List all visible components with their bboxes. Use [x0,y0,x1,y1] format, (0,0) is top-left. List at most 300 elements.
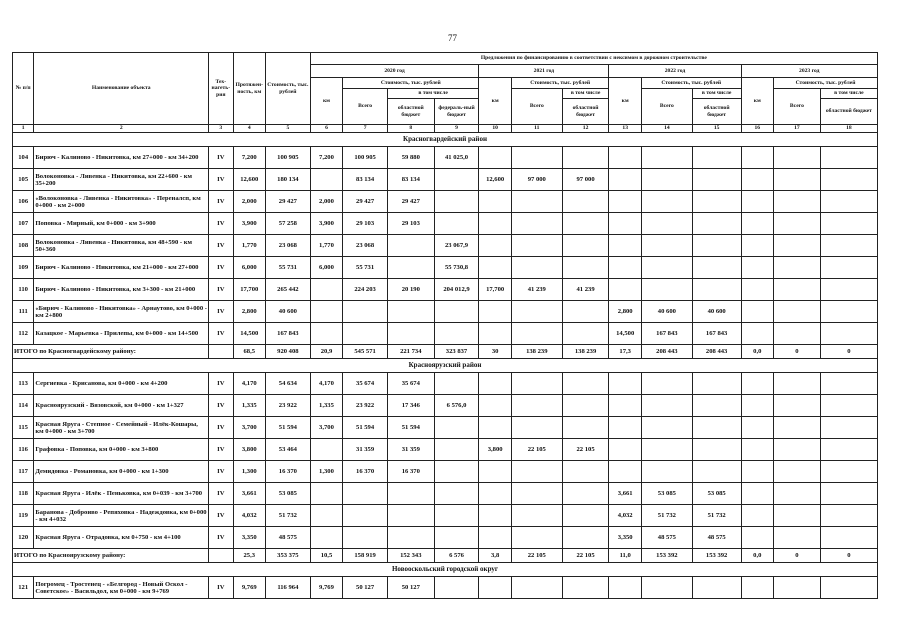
table-cell: 7,200 [310,147,343,169]
table-cell [820,323,877,345]
table-cell [511,505,562,527]
header-cost-2020: Стоимость, тыс. рублей [343,78,479,89]
table-cell [609,257,642,279]
column-index-cell: 17 [774,125,821,133]
total-cell: 17,3 [609,345,642,359]
table-cell: 50 127 [387,577,434,599]
header-km-2023: км [741,78,774,125]
table-cell: 23 068 [343,235,388,257]
table-cell: 14,500 [609,323,642,345]
table-row [13,527,878,549]
row-number: 117 [13,461,34,483]
table-cell [511,301,562,323]
table-cell [820,213,877,235]
column-index-cell: 2 [34,125,209,133]
table-cell [820,257,877,279]
header-tech: Тех-нагеть-рия [209,53,233,125]
table-cell [562,235,609,257]
table-cell: 54 634 [266,373,311,395]
table-cell [692,577,741,599]
table-cell: 2,000 [233,191,266,213]
table-cell [562,505,609,527]
table-cell: 4,170 [233,373,266,395]
table-cell [343,505,388,527]
table-cell: 4,170 [310,373,343,395]
table-row [13,417,878,439]
table-cell [820,279,877,301]
table-cell [434,213,479,235]
table-cell: IV [209,279,233,301]
total-label: ИТОГО по Красноярузскому району: [13,549,209,563]
table-cell [479,147,512,169]
table-cell [609,169,642,191]
table-cell [434,577,479,599]
table-cell: 16 370 [343,461,388,483]
table-cell: IV [209,373,233,395]
table-cell: 53 464 [266,439,311,461]
total-cell: 920 408 [266,345,311,359]
table-cell: 51 732 [266,505,311,527]
table-cell [820,147,877,169]
table-cell [641,417,692,439]
table-cell: 97 000 [562,169,609,191]
table-cell [741,169,774,191]
table-cell: 6,000 [233,257,266,279]
table-cell [434,323,479,345]
header-length: Протяжен-ность, км [233,53,266,125]
table-cell [434,301,479,323]
table-cell: 22 105 [562,439,609,461]
table-cell [774,301,821,323]
table-cell [774,323,821,345]
table-cell [774,577,821,599]
table-cell: 51 594 [343,417,388,439]
header-incl-2023: в том числе [820,89,877,99]
table-cell: 17,700 [479,279,512,301]
table-cell: 29 427 [387,191,434,213]
table-cell [692,169,741,191]
table-row [13,461,878,483]
table-cell: 4,032 [609,505,642,527]
column-index-cell: 7 [343,125,388,133]
table-cell: 29 427 [266,191,311,213]
table-cell [741,213,774,235]
row-number: 112 [13,323,34,345]
table-cell [609,235,642,257]
header-km-2022: км [609,78,642,125]
table-cell [511,235,562,257]
header-year-2023: 2023 год [741,65,877,78]
table-cell: 55 731 [343,257,388,279]
total-cell: 323 837 [434,345,479,359]
table-cell: 167 843 [266,323,311,345]
row-number: 110 [13,279,34,301]
table-cell: 14,500 [233,323,266,345]
table-cell [387,527,434,549]
row-number: 111 [13,301,34,323]
table-cell [387,483,434,505]
table-cell: 3,661 [233,483,266,505]
column-index-cell: 8 [387,125,434,133]
table-cell [774,169,821,191]
object-name: Волоконовка - Ливенка - Никитовка, км 22+600 - км 35+200 [34,169,209,191]
table-cell: IV [209,257,233,279]
table-cell [609,279,642,301]
table-cell [741,147,774,169]
table-cell [310,439,343,461]
table-cell [641,439,692,461]
table-cell: IV [209,147,233,169]
row-number: 116 [13,439,34,461]
table-cell [479,323,512,345]
table-cell: 16 370 [266,461,311,483]
table-cell [741,235,774,257]
object-name: Красная Яруга - Степное - Семейный - Илёк-Кошары, км 0+000 - км 3+700 [34,417,209,439]
table-cell [774,279,821,301]
total-cell: 153 392 [641,549,692,563]
table-cell [820,439,877,461]
row-number: 119 [13,505,34,527]
table-cell: 29 427 [343,191,388,213]
table-cell [387,257,434,279]
table-cell [820,169,877,191]
header-cost-2021: Стоимость, тыс. рублей [511,78,609,89]
column-index-cell: 9 [434,125,479,133]
table-cell: 224 203 [343,279,388,301]
table-cell: IV [209,577,233,599]
total-cell: 138 239 [511,345,562,359]
table-cell [479,191,512,213]
table-cell: 50 127 [343,577,388,599]
table-cell: 55 730,8 [434,257,479,279]
table-row [13,279,878,301]
table-cell: 3,800 [233,439,266,461]
table-cell [820,417,877,439]
table-cell [479,527,512,549]
table-cell [343,323,388,345]
table-cell: 51 594 [387,417,434,439]
table-cell: 3,800 [479,439,512,461]
row-number: 121 [13,577,34,599]
column-index-cell: 13 [609,125,642,133]
table-cell [692,191,741,213]
table-cell: 1,770 [310,235,343,257]
table-row [13,577,878,599]
table-cell [609,395,642,417]
header-no: № п/п [13,53,34,125]
table-cell [562,417,609,439]
column-index-cell: 3 [209,125,233,133]
table-cell [774,527,821,549]
table-cell [820,235,877,257]
table-cell [511,373,562,395]
header-total-2022: Всего [641,89,692,125]
table-cell: 23 068 [266,235,311,257]
table-cell: 4,032 [233,505,266,527]
table-cell [641,577,692,599]
total-cell: 3,8 [479,549,512,563]
table-cell [820,483,877,505]
table-cell: 1,335 [233,395,266,417]
table-row [13,191,878,213]
table-cell: 180 134 [266,169,311,191]
total-cell: 22 105 [511,549,562,563]
total-cell: 221 734 [387,345,434,359]
table-cell [479,505,512,527]
table-row [13,505,878,527]
table-cell [692,235,741,257]
row-number: 120 [13,527,34,549]
table-cell [641,147,692,169]
total-cell: 208 443 [692,345,741,359]
table-row [13,395,878,417]
table-cell [511,577,562,599]
table-cell [562,527,609,549]
table-row [13,483,878,505]
total-cell: 0 [774,345,821,359]
table-cell [562,461,609,483]
column-index-cell: 12 [562,125,609,133]
table-cell: 51 732 [641,505,692,527]
table-cell [609,417,642,439]
total-cell: 0 [774,549,821,563]
table-cell: IV [209,439,233,461]
table-cell: 265 442 [266,279,311,301]
table-cell [741,373,774,395]
table-cell [562,483,609,505]
table-cell: IV [209,461,233,483]
table-cell [310,527,343,549]
table-cell [562,147,609,169]
row-number: 108 [13,235,34,257]
header-year-2020: 2020 год [310,65,479,78]
table-cell [511,395,562,417]
object-name: Волоконовка - Ливенка - Никитовка, км 48+590 - км 50+360 [34,235,209,257]
row-number: 104 [13,147,34,169]
table-cell: 100 905 [343,147,388,169]
page-number: 77 [448,33,457,43]
table-cell: 1,300 [233,461,266,483]
table-cell [774,505,821,527]
table-cell: 31 359 [387,439,434,461]
table-cell: 167 843 [641,323,692,345]
total-cell: 152 343 [387,549,434,563]
table-cell [511,461,562,483]
total-cell: 153 392 [692,549,741,563]
table-cell [741,417,774,439]
header-year-2022: 2022 год [609,65,741,78]
table-cell [641,213,692,235]
table-cell [511,213,562,235]
object-name: Поповка - Мирный, км 0+000 - км 3+900 [34,213,209,235]
table-cell [692,439,741,461]
table-cell [741,461,774,483]
table-cell: 1,770 [233,235,266,257]
table-cell: 41 025,0 [434,147,479,169]
table-cell [562,373,609,395]
table-cell [741,505,774,527]
object-name: «Волоконовка - Ливенка - Никитовка» - Переналсп, км 0+000 - км 2+000 [34,191,209,213]
table-cell: 3,900 [310,213,343,235]
table-cell [310,279,343,301]
total-cell: 30 [479,345,512,359]
table-cell: 23 922 [343,395,388,417]
table-cell: IV [209,213,233,235]
total-label: ИТОГО по Красногвардейскому району: [13,345,209,359]
header-group-title: Предложения по финансированию в соответствии с нексимом в дорожном строительстве [310,53,877,65]
total-cell: 0 [820,345,877,359]
table-cell: IV [209,323,233,345]
table-cell [692,147,741,169]
column-index-cell: 10 [479,125,512,133]
section-header-row [13,359,878,373]
table-cell: 40 600 [692,301,741,323]
table-cell [387,235,434,257]
object-name: Красная Яруга - Отрадовка, км 0+750 - км 4+100 [34,527,209,549]
table-cell [774,213,821,235]
table-cell [641,279,692,301]
table-cell [692,373,741,395]
total-cell: 10,5 [310,549,343,563]
table-cell: 53 085 [692,483,741,505]
total-cell: 68,5 [233,345,266,359]
object-name: Демидовка - Романовка, км 0+000 - км 1+300 [34,461,209,483]
table-cell [511,527,562,549]
header-km-2021: км [479,78,512,125]
table-cell [434,483,479,505]
table-cell: IV [209,527,233,549]
table-cell [774,439,821,461]
table-cell: 6 576,0 [434,395,479,417]
table-cell [511,147,562,169]
row-number: 113 [13,373,34,395]
table-cell [820,191,877,213]
object-name: «Бирюч - Калиново - Никитовка» - Арнаутово, км 0+000 - км 2+800 [34,301,209,323]
row-number: 105 [13,169,34,191]
table-cell [434,439,479,461]
table-cell [641,235,692,257]
table-cell: 35 674 [387,373,434,395]
table-cell [641,191,692,213]
object-name: Бирюч - Калиново - Никитовка, км 27+000 - км 34+200 [34,147,209,169]
table-cell [741,439,774,461]
table-cell [479,213,512,235]
total-cell: 11,0 [609,549,642,563]
table-cell [820,301,877,323]
table-cell [641,257,692,279]
table-cell: IV [209,483,233,505]
table-cell [387,301,434,323]
table-cell [820,461,877,483]
table-cell [562,577,609,599]
table-cell [774,147,821,169]
table-cell [434,505,479,527]
table-cell: 9,769 [233,577,266,599]
table-cell: 29 103 [343,213,388,235]
table-cell [692,213,741,235]
table-cell [820,373,877,395]
table-cell: 2,800 [609,301,642,323]
header-regional-2020: областной бюджет [387,99,434,125]
column-index-cell: 15 [692,125,741,133]
table-cell [562,257,609,279]
table-cell: 97 000 [511,169,562,191]
object-name: Баранова - Доброиво - Репяховка - Надеждовка, км 0+000 - км 4+032 [34,505,209,527]
table-cell [343,527,388,549]
header-regional-2021: областной бюджет [562,99,609,125]
table-cell [609,461,642,483]
column-index-cell: 18 [820,125,877,133]
total-cell: 0,0 [741,345,774,359]
column-index-cell: 6 [310,125,343,133]
table-cell: 41 239 [562,279,609,301]
table-cell: 20 190 [387,279,434,301]
total-cell [209,345,233,359]
column-index-cell: 4 [233,125,266,133]
row-number: 107 [13,213,34,235]
table-cell [562,301,609,323]
table-cell [434,417,479,439]
header-regional-2023: областной бюджет [820,99,877,125]
table-cell: 51 594 [266,417,311,439]
table-cell: 48 575 [692,527,741,549]
table-cell [343,483,388,505]
header-total-2023: Всего [774,89,821,125]
column-index-cell: 11 [511,125,562,133]
table-cell: IV [209,235,233,257]
table-cell [774,257,821,279]
table-cell: 17,700 [233,279,266,301]
object-name: Сергиевка - Крисанова, км 0+000 - км 4+200 [34,373,209,395]
table-cell: 51 732 [692,505,741,527]
table-cell [479,257,512,279]
column-index-row [13,125,878,133]
header-total-2020: Всего [343,89,388,125]
table-cell: 3,350 [233,527,266,549]
table-cell [741,279,774,301]
table-cell [609,577,642,599]
table-cell: IV [209,169,233,191]
table-row [13,169,878,191]
table-cell [434,373,479,395]
table-row [13,147,878,169]
table-cell [479,461,512,483]
table-cell [692,395,741,417]
table-cell [562,191,609,213]
header-cost: Стоимость, тыс. рублей [266,53,311,125]
table-cell [741,191,774,213]
table-cell: 53 085 [641,483,692,505]
table-cell [310,169,343,191]
section-title: Новооскольский городской округ [13,563,878,577]
header-year-2021: 2021 год [479,65,609,78]
table-cell [562,213,609,235]
table-cell: 35 674 [343,373,388,395]
object-name: Бирюч - Калиново - Никитовка, км 3+300 - км 21+000 [34,279,209,301]
section-title: Красногвардейский район [13,133,878,147]
table-cell [741,257,774,279]
header-federal-2020: федераль-ный бюджет [434,99,479,125]
table-cell: 83 134 [343,169,388,191]
table-cell [820,395,877,417]
table-cell: 167 843 [692,323,741,345]
header-incl-2020: в том числе [387,89,478,99]
table-cell [310,505,343,527]
table-cell: 59 880 [387,147,434,169]
table-cell [387,505,434,527]
table-row [13,439,878,461]
table-cell [774,373,821,395]
